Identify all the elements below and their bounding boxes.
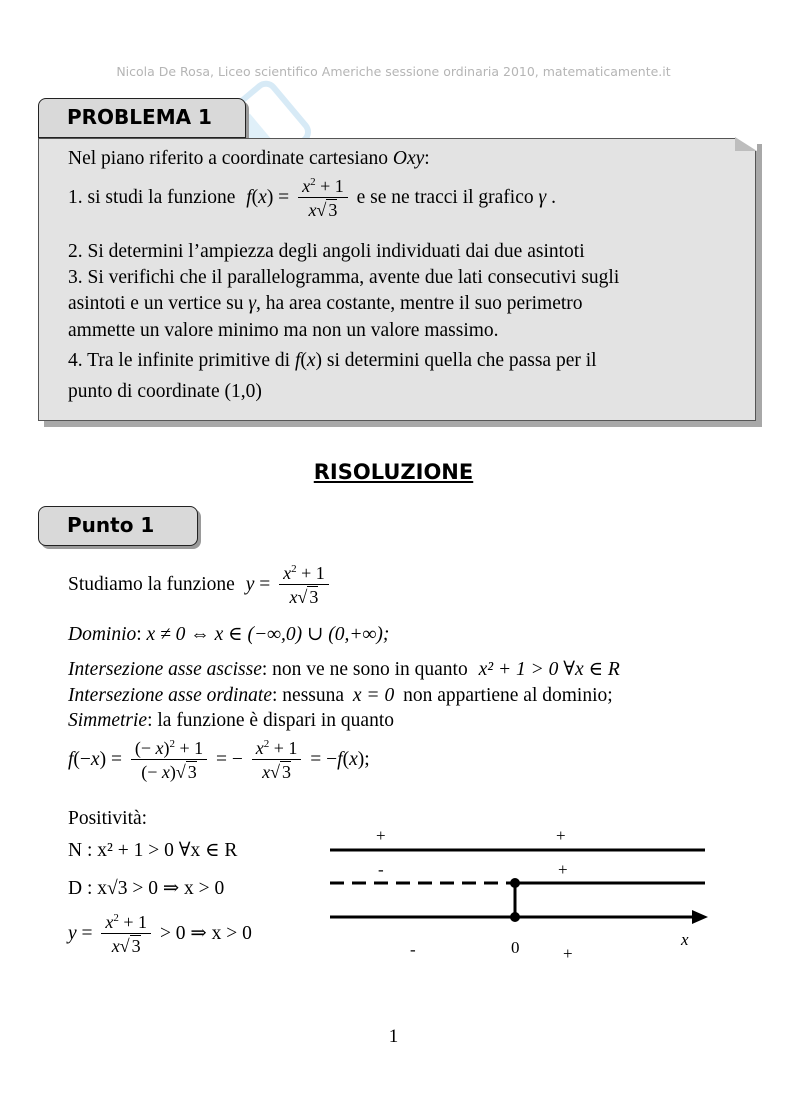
- solution-title: RISOLUZIONE: [313, 460, 474, 484]
- axis-label: x: [681, 930, 689, 949]
- n-sign-right: +: [556, 826, 566, 845]
- intersection-y-line: Intersezione asse ordinate: nessuna x = 0 non appartiene al dominio;: [68, 685, 613, 706]
- zero-label: 0: [511, 938, 520, 957]
- positivity-label: Positività:: [68, 808, 148, 829]
- problem-intro: Nel piano riferito a coordinate cartesiano Oxy:: [68, 148, 430, 169]
- odd-function-equation: f(−x) = $\frac{(- x)^2 + 1}{(- x)√ 3}$ = − $\frac{x^2 + 1}{x√ 3}$ = −f(x);: [68, 738, 370, 782]
- problem-item-3-line-3: ammette un valore minimo ma non un valore massimo.: [68, 320, 499, 341]
- problem-item-3-line-2: asintoti e un vertice su γ, ha area costante, mentre il suo perimetro: [68, 293, 583, 314]
- problem-item-2: 2. Si determini l’ampiezza degli angoli individuati dai due asintoti: [68, 241, 585, 262]
- y-sign-left: -: [410, 940, 416, 959]
- function-sign: y = $\frac{x^2 + 1}{x√ 3}$ > 0 ⇒ x > 0: [68, 912, 252, 956]
- d-sign-right: +: [558, 860, 568, 879]
- n-sign-left: +: [376, 826, 386, 845]
- problem-item-3-line-1: 3. Si verifichi che il parallelogramma, avente due lati consecutivi sugli: [68, 267, 620, 288]
- problem-item-4-line-1: 4. Tra le infinite primitive di f(x) si determini quella che passa per il: [68, 350, 597, 371]
- page-number: 1: [388, 1026, 399, 1047]
- study-function-line: Studiamo la funzione y = $\frac{x^2 + 1}{x√ 3}$: [68, 563, 333, 608]
- problem-item-1: 1. si studi la funzione f(x) = $\frac{x^2 + 1}{x√ 3}$ e se ne tracci il grafico γ .: [68, 176, 556, 220]
- dominio-line: Dominio: x ≠ 0 ⇔ x ∈ (−∞,0) ∪ (0,+∞);: [68, 624, 390, 645]
- page-header: Nicola De Rosa, Liceo scientifico Americhe sessione ordinaria 2010, matematicamente.it: [116, 64, 671, 79]
- problem-item-4-line-2: punto di coordinate (1,0): [68, 381, 262, 402]
- x-axis-arrow: [692, 910, 708, 924]
- zero-dot-top: [510, 878, 520, 888]
- problem-tab: PROBLEMA 1: [38, 98, 246, 138]
- y-sign-right: +: [563, 944, 573, 963]
- d-sign-left: -: [378, 860, 384, 879]
- denominator-sign: D : x√3 > 0 ⇒ x > 0: [68, 878, 225, 899]
- intersection-x-line: Intersezione asse ascisse: non ve ne sono in quanto x² + 1 > 0 ∀x ∈ R: [68, 659, 620, 680]
- punto-1-label: Punto 1: [38, 506, 198, 546]
- zero-dot-bottom: [510, 912, 520, 922]
- numerator-sign: N : x² + 1 > 0 ∀x ∈ R: [68, 840, 238, 861]
- symmetry-line: Simmetrie: la funzione è dispari in quanto: [68, 710, 395, 731]
